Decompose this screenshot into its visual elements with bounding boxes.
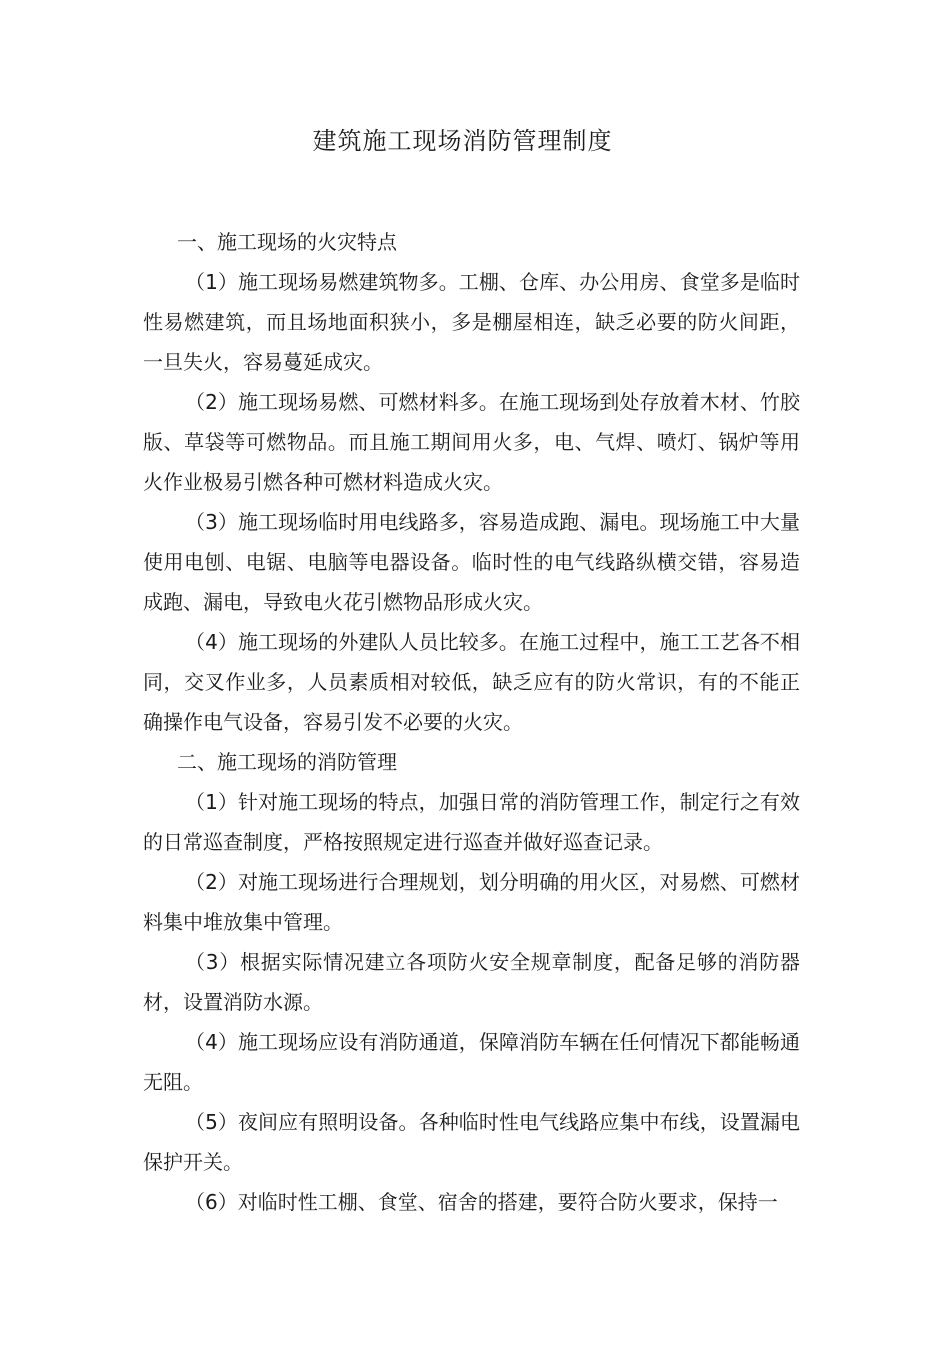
document-title: 建筑施工现场消防管理制度 [312, 127, 613, 155]
paragraph: （3）施工现场临时用电线路多，容易造成跑、漏电。现场施工中大量使用电刨、电锯、电脑等电器设备。临时性的电气线路纵横交错，容易造成跑、漏电，导致电火花引燃物品形成火灾。 [143, 510, 800, 614]
paragraph: （3）根据实际情况建立各项防火安全规章制度，配备足够的消防器材，设置消防水源。 [143, 950, 800, 1014]
paragraph: （5）夜间应有照明设备。各种临时性电气线路应集中布线，设置漏电保护开关。 [143, 1110, 800, 1174]
paragraph: （2）对施工现场进行合理规划，划分明确的用火区，对易燃、可燃材料集中堆放集中管理。 [143, 870, 800, 934]
paragraph: （2）施工现场易燃、可燃材料多。在施工现场到处存放着木材、竹胶版、草袋等可燃物品。而且施工期间用火多，电、气焊、喷灯、锅炉等用火作业极易引燃各种可燃材料造成火灾。 [143, 390, 800, 494]
paragraph: （4）施工现场应设有消防通道，保障消防车辆在任何情况下都能畅通无阻。 [143, 1030, 800, 1094]
paragraph: （6）对临时性工棚、食堂、宿舍的搭建，要符合防火要求，保持一 [185, 1190, 778, 1214]
section-heading-fire-management: 二、施工现场的消防管理 [177, 750, 397, 774]
document-body [143, 222, 800, 1222]
paragraph: （1）针对施工现场的特点，加强日常的消防管理工作，制定行之有效的日常巡查制度，严格按照规定进行巡查并做好巡查记录。 [143, 790, 800, 854]
section-heading-fire-characteristics: 一、施工现场的火灾特点 [177, 230, 397, 254]
paragraph: （1）施工现场易燃建筑物多。工棚、仓库、办公用房、食堂多是临时性易燃建筑，而且场地面积狭小，多是棚屋相连，缺乏必要的防火间距，一旦失火，容易蔓延成灾。 [143, 270, 800, 374]
paragraph: （4）施工现场的外建队人员比较多。在施工过程中，施工工艺各不相同，交叉作业多，人员素质相对较低，缺乏应有的防火常识，有的不能正确操作电气设备，容易引发不必要的火灾。 [143, 630, 800, 734]
